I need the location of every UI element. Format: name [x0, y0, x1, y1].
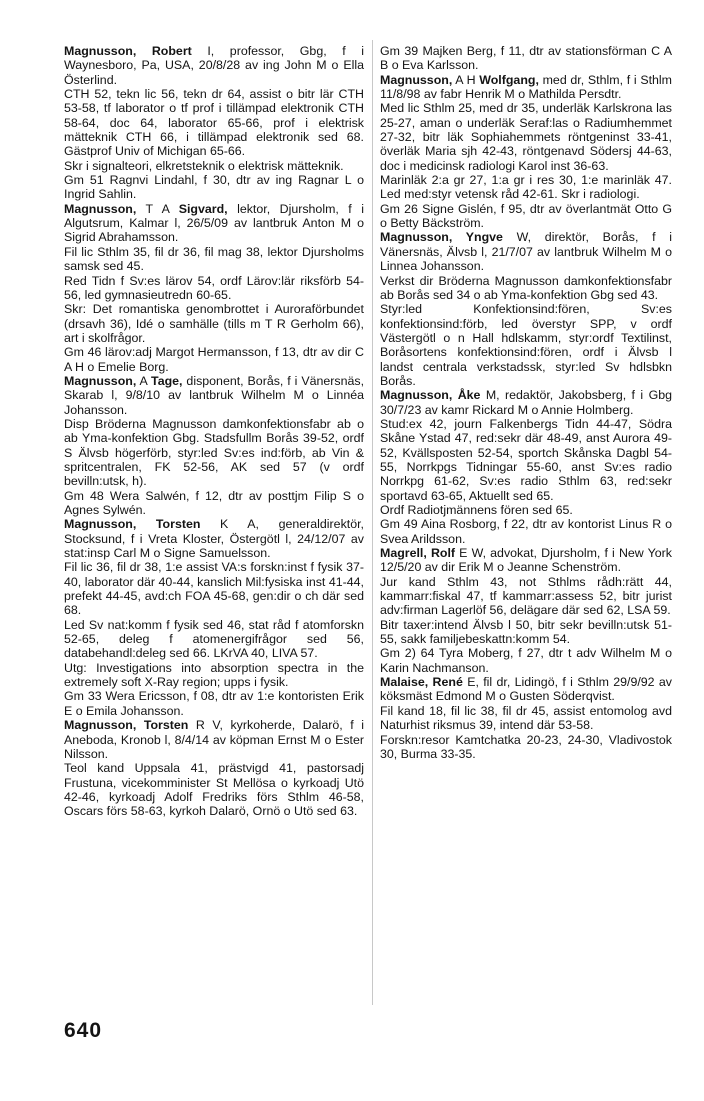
entry-paragraph [64, 560, 364, 617]
entry-text: Skr i signalteori, elkretsteknik o elektrisk mätteknik. [64, 158, 344, 173]
right-column [380, 44, 672, 761]
entry-header [64, 517, 364, 560]
entry-paragraph [64, 661, 364, 690]
entry-paragraph [64, 417, 364, 489]
entry-paragraph [380, 517, 672, 546]
entry-paragraph [380, 417, 672, 503]
entry-text: Fil lic 36, fil dr 38, 1:e assist VA:s forskn:inst f fysik 37-40, laborator där 40-44, kanslich Mil:fysiska inst 41-44, prefekt 44-45, avd:ch FOA 45-68, gen:dir o ch där sed 68. [64, 560, 364, 618]
entry-paragraph [64, 274, 364, 303]
entry-text: disponent, Borås, f i Vänersnäs, Skarab l, 9/8/10 av lantbruk Wilhelm M o Linnéa Johansson. [64, 373, 365, 417]
entry-text: Marinläk 2:a gr 27, 1:a gr i res 30, 1:e marinläk 47. Led med:styr vetensk råd 42-61. Skr i radiologi. [380, 173, 672, 202]
entry-text: Forskn:resor Kamtchatka 20-23, 24-30, Vladivostok 30, Burma 33-35. [380, 732, 672, 761]
entry-paragraph [380, 618, 672, 647]
entry-header [64, 44, 364, 87]
entry-name: Magnusson, [64, 373, 137, 388]
entry-paragraph [64, 245, 364, 274]
entry-text: Gm 26 Signe Gislén, f 95, dtr av överlantmät Otto G o Betty Bäckström. [380, 201, 672, 231]
entry-text: Gm 48 Wera Salwén, f 12, dtr av posttjm Filip S o Agnes Sylwén. [64, 488, 364, 517]
entry-header [64, 202, 364, 245]
entry-paragraph [64, 618, 364, 661]
entry-text: W, direktör, Borås, f i Vänersnäs, Älvsb l, 21/7/07 av lantbruk Wilhelm M o Linnea Johansson. [380, 230, 673, 274]
entry-name: Magnusson, Torsten [64, 517, 201, 532]
entry-text: Gm 2) 64 Tyra Moberg, f 27, dtr t adv Wilhelm M o Karin Nachmanson. [380, 646, 672, 675]
entry-paragraph [64, 761, 364, 818]
entry-text: Bitr taxer:intend Älvsb l 50, bitr sekr bevilln:utsk 51-55, sakk familjebeskattn:komm 54. [380, 617, 672, 647]
entry-name: Magnusson, [64, 201, 137, 216]
entry-name: Magnusson, Torsten [64, 718, 189, 733]
entry-text: Verkst dir Bröderna Magnusson damkonfektionsfabr ab Borås sed 34 o ab Yma-konfektion Gbg sed 43. [380, 273, 672, 302]
entry-text: Jur kand Sthlm 43, not Sthlms rådh:rätt 44, kammarr:fiskal 47, tf kammarr:assess 52, bitr jurist adv:firman Lagerlöf 56, delägare där sed 62, LSA 59. [380, 574, 672, 618]
entry-name: Magnusson, [380, 72, 453, 87]
entry-text: A [136, 373, 152, 388]
entry-text: R V, kyrkoherde, Dalarö, f i Aneboda, Kronob l, 8/4/14 av köpman Ernst M o Ester Nilsson. [64, 718, 364, 761]
entry-text: Skr: Det romantiska genombrottet i Auroraförbundet (drsavh 36), Idé o samhälle (tills m T R Gerholm 66), art i skolfrågor. [64, 302, 364, 345]
entry-paragraph [380, 704, 672, 733]
entry-name: Tage, [151, 373, 183, 388]
entry-name: Magnusson, Robert [64, 44, 192, 58]
entry-header [64, 718, 364, 761]
entry-text: Utg: Investigations into absorption spectra in the extremely soft X-Ray region; upps i fysik. [64, 660, 364, 690]
entry-paragraph [380, 575, 672, 618]
entry-text: Gm 33 Wera Ericsson, f 08, dtr av 1:e kontoristen Erik E o Emila Johansson. [64, 689, 364, 718]
entry-name: Magrell, Rolf [380, 546, 456, 561]
column-divider [372, 40, 373, 1005]
entry-paragraph [380, 202, 672, 231]
entry-text: lektor, Djursholm, f i Algutsrum, Kalmar l, 26/5/09 av lantbruk Anton M o Sigrid Abrahamsson. [64, 201, 364, 245]
entry-paragraph [64, 689, 364, 718]
entry-text: I, professor, Gbg, f i Waynesboro, Pa, USA, 20/8/28 av ing John M o Ella Österlind. [64, 44, 364, 87]
entry-paragraph [380, 173, 672, 202]
entry-paragraph [380, 646, 672, 675]
entry-header [380, 230, 672, 273]
entry-paragraph [64, 345, 364, 374]
entry-text: K A, generaldirektör, Stocksund, f i Vreta Kloster, Östergötl l, 24/12/07 av stat:insp Carl M o Signe Samuelsson. [64, 517, 364, 561]
entry-paragraph [64, 87, 364, 159]
entry-text: Red Tidn f Sv:es lärov 54, ordf Lärov:lär riksförb 54-56, led gymnasieutredn 60-65. [64, 273, 364, 302]
entry-text: Gm 51 Ragnvi Lindahl, f 30, dtr av ing Ragnar L o Ingrid Sahlin. [64, 173, 364, 202]
entry-text: Ordf Radiotjmännens fören sed 65. [380, 503, 573, 517]
entry-header [380, 388, 672, 417]
entry-text: Gm 39 Majken Berg, f 11, dtr av stationsförman C A B o Eva Karlsson. [380, 44, 672, 73]
entry-text: Gm 49 Aina Rosborg, f 22, dtr av kontorist Linus R o Svea Arildsson. [380, 517, 672, 546]
page-number: 640 [64, 1019, 103, 1042]
entry-paragraph [380, 503, 672, 517]
entry-header [380, 675, 672, 704]
entry-text: T A [136, 201, 179, 216]
entry-text: Med lic Sthlm 25, med dr 35, underläk Karlskrona las 25-27, aman o underläk Seraf:las o Radiumhemmet 27-32, bitr läk Sophiahemmets röntgeninst 33-41, överläk Maria sjh 42-43, röntgenavd Södersj 44-63, doc i medicinsk radiologi Karol inst 36-63. [380, 101, 672, 173]
entry-paragraph [64, 159, 364, 173]
entry-header [380, 546, 672, 575]
entry-header [380, 73, 672, 102]
entry-text: Fil kand 18, fil lic 38, fil dr 45, assist entomolog avd Naturhist riksmus 39, intend där 53-58. [380, 703, 672, 733]
entry-paragraph [380, 44, 672, 73]
entry-text: Teol kand Uppsala 41, prästvigd 41, pastorsadj Frustuna, vicekomminister St Mellösa o kyrkoadj Utö 42-46, kyrkoadj Adolf Fredriks förs Sthlm 46-58, Oscars förs 58-63, kyrkoh Dalarö, Ornö o Utö sed 63. [64, 761, 364, 819]
entry-paragraph [64, 173, 364, 202]
entry-text: med dr, Sthlm, f i Sthlm 11/8/98 av fabr Henrik M o Mathilda Persdtr. [380, 72, 672, 102]
entry-paragraph [64, 302, 364, 345]
entry-text: Gm 46 lärov:adj Margot Hermansson, f 13, dtr av dir C A H o Emelie Borg. [64, 345, 364, 374]
entry-name: Wolfgang, [479, 72, 539, 87]
entry-text: Fil lic Sthlm 35, fil dr 36, fil mag 38, lektor Djursholms samsk sed 45. [64, 244, 364, 274]
entry-name: Magnusson, Åke [380, 388, 481, 403]
entry-text: Stud:ex 42, journ Falkenbergs Tidn 44-47, Södra Skåne Ystad 47, red:sekr där 48-49, anst Aurora 49-52, Kvällsposten 52-54, sportch Skånska Dagbl 54-55, Norrkpgs Tidningar 55-60, anst Sv:es radio Norrkpg 61-62, Sv:es radio Sthlm 63, red:sekr sportavd 63-65, Aktuellt sed 65. [380, 416, 672, 503]
entry-text: E, fil dr, Lidingö, f i Sthlm 29/9/92 av köksmäst Edmond M o Gusten Söderqvist. [380, 675, 672, 704]
entry-text: E W, advokat, Djursholm, f i New York 12/5/20 av dir Erik M o Jeanne Schenström. [380, 546, 672, 575]
entry-text: M, redaktör, Jakobsberg, f i Gbg 30/7/23 av kamr Rickard M o Annie Holmberg. [380, 388, 672, 417]
entry-text: Led Sv nat:komm f fysik sed 46, stat råd f atomforskn 52-65, deleg f atomenergifrågor sed 56, databehandl:deleg sed 66. LKrVA 40, LIVA 57. [64, 617, 364, 661]
entry-text: Disp Bröderna Magnusson damkonfektionsfabr ab o ab Yma-konfektion Gbg. Stadsfullm Borås 39-52, ordf S Älvsb högerförb, styr:led Sv:es ind:förb, ab Vin & spritcentralen, FK 52-56, AK sed 57 (v ordf bevilln:utsk, h). [64, 416, 364, 489]
entry-paragraph [380, 733, 672, 762]
entry-paragraph [380, 101, 672, 173]
entry-name: Malaise, René [380, 675, 463, 690]
entry-name: Magnusson, Yngve [380, 230, 503, 245]
left-column [64, 44, 364, 819]
entry-text: Styr:led Konfektionsind:fören, Sv:es konfektionsind:förb, led överstyr SPP, v ordf Västergötl o n Hall hdlskamm, styr:ordf Textilinst, Boråsortens konfektionsind:fören, ordf i Älvsb l landst centrala verkstadssk, styr:led Sv hdlsbkn Borås. [380, 302, 672, 388]
entry-paragraph [380, 302, 672, 388]
entry-text: CTH 52, tekn lic 56, tekn dr 64, assist o bitr lär CTH 53-58, tf laborator o tf prof i tillämpad elektronik CTH 58-64, doc 64, laborator 65-66, prof i elektrisk mätteknik CTH 66, i tillämpad elektronik sed 68. Gästprof Univ of Michigan 65-66. [64, 87, 364, 159]
entry-text: A H [452, 72, 480, 87]
entry-paragraph [380, 274, 672, 303]
entry-name: Sigvard, [178, 201, 228, 216]
entry-header [64, 374, 364, 417]
entry-paragraph [64, 489, 364, 518]
